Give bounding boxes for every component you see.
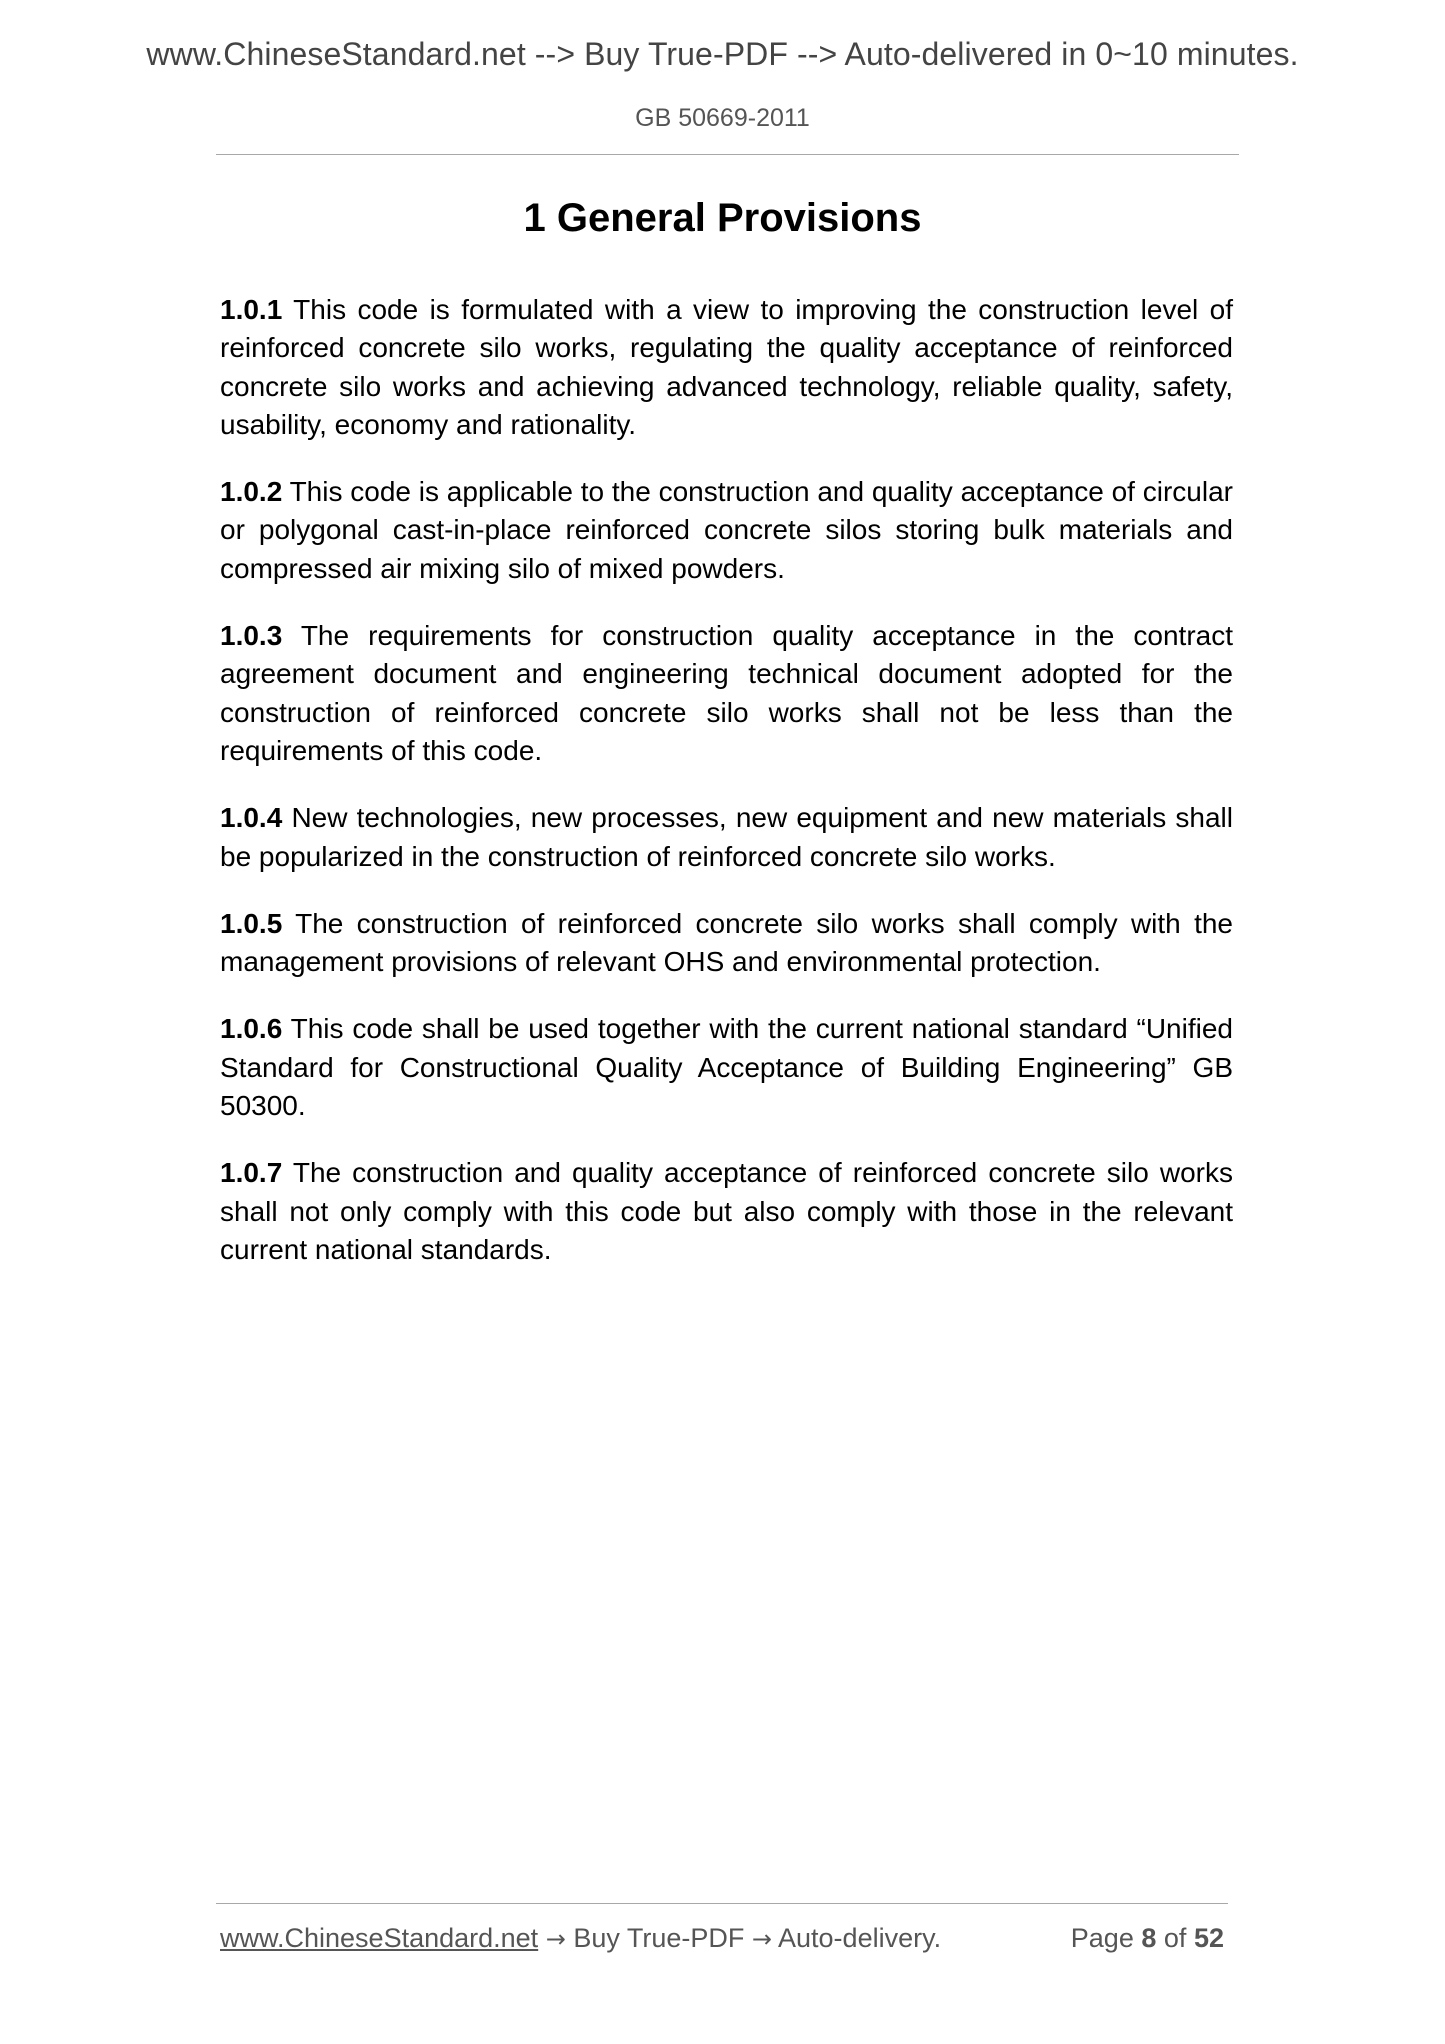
website-link[interactable]: www.ChineseStandard.net <box>220 1923 539 1953</box>
clause-number: 1.0.5 <box>220 907 283 939</box>
clause-text: This code is applicable to the construction and quality acceptance of circular or polygonal cast-in-place reinforced concrete silos storing bulk materials and compressed air mixing silo of mixed powders. <box>220 476 1233 584</box>
page-indicator <box>1071 1923 1224 1954</box>
page-number: 8 <box>1141 1923 1157 1953</box>
clause-number: 1.0.3 <box>220 620 283 652</box>
footer-divider <box>216 1903 1228 1904</box>
clause-text: This code is formulated with a view to improving the construction level of reinforced concrete silo works, regulating the quality acceptance of reinforced concrete silo works and achieving advanced technology, reliable quality, safety, usability, economy and rationality. <box>220 294 1233 440</box>
clause-1-0-2 <box>220 473 1233 588</box>
clause-number: 1.0.6 <box>220 1013 283 1045</box>
clause-1-0-1 <box>220 291 1233 444</box>
total-pages: 52 <box>1193 1923 1224 1953</box>
page-title: 1 General Provisions <box>523 196 922 240</box>
buy-true-pdf-text: Buy True-PDF <box>573 1923 745 1953</box>
clause-number: 1.0.2 <box>220 476 283 508</box>
footer-promo <box>220 1923 941 1954</box>
clause-1-0-5 <box>220 905 1233 982</box>
clause-number: 1.0.1 <box>220 294 283 325</box>
clause-text: The construction of reinforced concrete silo works shall comply with the management provisions of relevant OHS and environmental protection. <box>220 907 1233 978</box>
clauses-section <box>220 291 1233 1298</box>
clause-text: The requirements for construction quality acceptance in the contract agreement document and engineering technical document adopted for the construction of reinforced concrete silo works shall not be less than the requirements of this code. <box>220 620 1233 766</box>
arrow-right-icon: → <box>545 1925 566 1953</box>
header-divider <box>216 154 1239 155</box>
clause-1-0-7 <box>220 1154 1233 1269</box>
auto-delivery-text: Auto-delivery. <box>778 1923 942 1953</box>
clause-number: 1.0.4 <box>220 802 283 834</box>
clause-1-0-4 <box>220 799 1233 876</box>
top-banner: www.ChineseStandard.net --> Buy True-PDF --> Auto-delivered in 0~10 minutes. <box>146 36 1299 72</box>
clause-number: 1.0.7 <box>220 1157 283 1189</box>
arrow-right-icon: → <box>751 1925 772 1953</box>
clause-1-0-6 <box>220 1010 1233 1125</box>
of-label: of <box>1163 1923 1187 1953</box>
clause-1-0-3 <box>220 617 1233 770</box>
document-code: GB 50669-2011 <box>635 104 810 132</box>
page-label: Page <box>1070 1923 1134 1953</box>
clause-text: This code shall be used together with the current national standard “Unified Standard for Constructional Quality Acceptance of Building Engineering” GB 50300. <box>220 1013 1233 1122</box>
clause-text: New technologies, new processes, new equipment and new materials shall be popularized in the construction of reinforced concrete silo works. <box>220 802 1233 872</box>
clause-text: The construction and quality acceptance of reinforced concrete silo works shall not only comply with this code but also comply with those in the relevant current national standards. <box>220 1157 1233 1265</box>
